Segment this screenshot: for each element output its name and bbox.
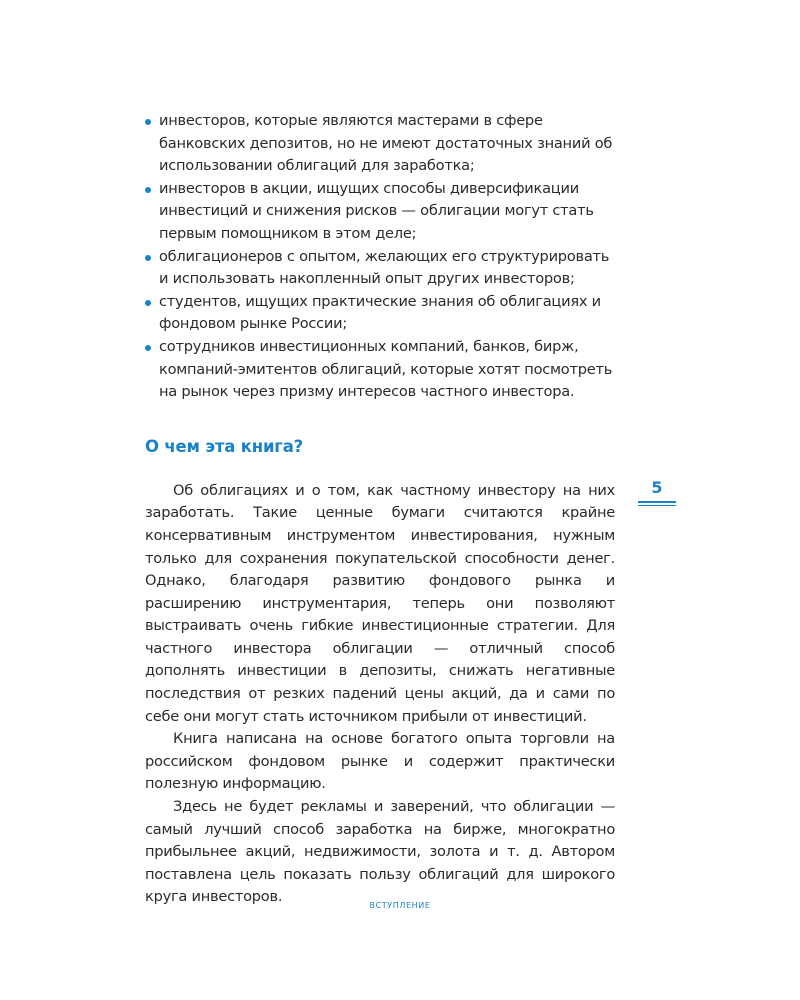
bullet-icon: [145, 300, 151, 306]
page-number-rule-thin: [638, 505, 676, 506]
running-footer: ВСТУПЛЕНИЕ: [369, 901, 431, 910]
bullet-icon: [145, 119, 151, 125]
list-item: [145, 110, 615, 178]
audience-list: [145, 110, 615, 404]
section-heading: О чем эта книга?: [145, 436, 304, 456]
body-paragraph: Книга написана на основе богатого опыта торговли на российском фондовом рынке и содержит практически полезную информацию.: [145, 730, 615, 793]
body-paragraph: Об облигациях и о том, как частному инвестору на них заработать. Такие ценные бумаги считаются крайне консервативным инструментом инвестирования, нужным только для сохранения покупательской способности денег. Однако, благодаря развитию фондового рынка и расширению инструментария, теперь они позволяют выстраивать очень гибкие инвестиционные стратегии. Для частного инвестора облигации — отличный способ дополнять инвестиции в депозиты, снижать негативные последствия от резких падений цены акций, да и сами по себе они могут стать источником прибыли от инвестиций.: [145, 481, 615, 725]
list-item-text: студентов, ищущих практические знания об облигациях и фондовом рынке России;: [159, 292, 601, 333]
list-item-text: инвесторов, которые являются мастерами в сфере банковских депозитов, но не имеют достаточных знаний об использовании облигаций для заработка;: [159, 112, 613, 175]
page-number-text: 5: [651, 478, 663, 497]
list-item-text: инвесторов в акции, ищущих способы диверсификации инвестиций и снижения рисков — облигации могут стать первым помощником в этом деле;: [159, 179, 594, 242]
page-number: [638, 478, 676, 506]
bullet-icon: [145, 345, 151, 351]
list-item: [145, 336, 615, 404]
list-item: [145, 178, 615, 246]
bullet-icon: [145, 255, 151, 261]
list-item-text: сотрудников инвестиционных компаний, банков, бирж, компаний-эмитентов облигаций, которые хотят посмотреть на рынок через призму интересов частного инвестора.: [159, 337, 613, 401]
list-item: [145, 291, 615, 336]
page-number-rule: [638, 501, 676, 503]
list-item: [145, 246, 615, 291]
list-item-text: облигационеров с опытом, желающих его структурировать и использовать накопленный опыт других инвесторов;: [159, 247, 610, 288]
body-paragraph: Здесь не будет рекламы и заверений, что облигации — самый лучший способ заработка на бирже, многократно прибыльнее акций, недвижимости, золота и т. д. Автором поставлена цель показать пользу облигаций для широкого круга инвесторов.: [145, 798, 615, 906]
bullet-icon: [145, 187, 151, 193]
page-content: [145, 110, 615, 909]
